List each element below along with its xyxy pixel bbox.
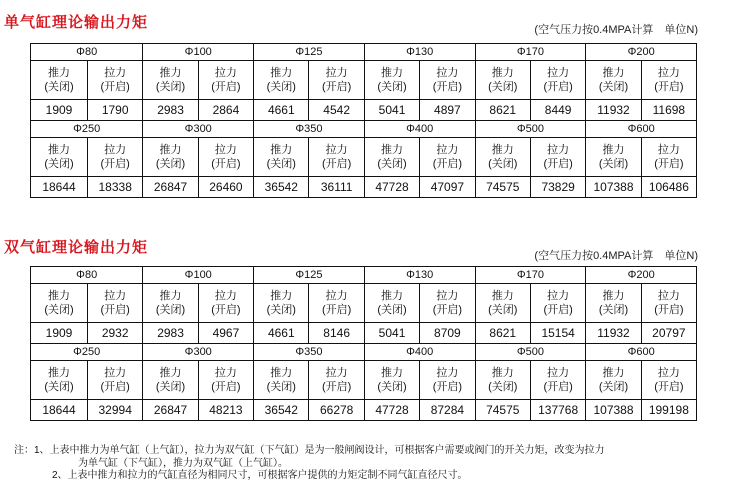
bore-size-cell: Φ200 xyxy=(586,267,697,284)
opening-label: (开启) xyxy=(654,304,684,316)
opening-label: (开启) xyxy=(211,304,241,316)
push-label-cell xyxy=(254,138,309,177)
push-label-cell xyxy=(254,61,309,100)
bore-size-cell: Φ130 xyxy=(364,44,475,61)
pull-value-cell: 106486 xyxy=(641,177,696,198)
section-note: (空气压力按0.4MPA计算 单位N) xyxy=(534,250,698,262)
closing-label: (关闭) xyxy=(44,158,74,170)
footnotes xyxy=(14,445,726,483)
bore-size-cell: Φ350 xyxy=(254,344,365,361)
pull-label: 拉力 xyxy=(214,290,237,302)
opening-label: (开启) xyxy=(432,158,463,170)
pull-value-cell: 47097 xyxy=(420,177,475,198)
push-label-cell xyxy=(254,361,309,400)
push-label-cell xyxy=(586,284,641,323)
push-label-cell xyxy=(475,284,530,323)
pull-value-cell: 4967 xyxy=(198,323,253,344)
pull-label-cell xyxy=(198,138,253,177)
pull-label: 拉力 xyxy=(325,290,348,302)
push-value-cell: 1909 xyxy=(31,323,88,344)
closing-label: (关闭) xyxy=(155,158,186,170)
push-label: 推力 xyxy=(602,367,625,379)
pull-value-cell: 87284 xyxy=(420,400,475,421)
pull-label: 拉力 xyxy=(214,367,237,379)
push-value-cell: 11932 xyxy=(586,323,641,344)
closing-label: (关闭) xyxy=(377,158,407,170)
push-value-cell: 26847 xyxy=(143,400,198,421)
pull-label-cell xyxy=(530,61,585,100)
push-label: 推力 xyxy=(159,67,182,79)
closing-label: (关闭) xyxy=(44,381,74,393)
opening-label: (开启) xyxy=(654,158,684,170)
closing-label: (关闭) xyxy=(266,81,296,93)
push-label: 推力 xyxy=(159,144,182,156)
pull-value-cell: 8449 xyxy=(530,100,585,121)
pull-label: 拉力 xyxy=(214,67,237,79)
pull-value-cell: 4897 xyxy=(420,100,475,121)
pull-label-cell xyxy=(309,361,364,400)
opening-label: (开启) xyxy=(211,158,241,170)
closing-label: (关闭) xyxy=(266,381,296,393)
pull-value-cell: 36111 xyxy=(309,177,364,198)
push-label-cell xyxy=(364,61,419,100)
pull-label: 拉力 xyxy=(657,67,680,79)
pull-value-cell: 73829 xyxy=(530,177,585,198)
push-label: 推力 xyxy=(381,144,404,156)
closing-label: (关闭) xyxy=(377,304,407,316)
closing-label: (关闭) xyxy=(44,81,74,93)
pull-label-cell xyxy=(88,138,143,177)
opening-label: (开启) xyxy=(321,158,352,170)
bore-size-cell: Φ130 xyxy=(364,267,475,284)
note-line: 2、上表中推力和拉力的气缸直径为相同尺寸，可根据客户提供的力矩定制不同气缸直径尺寸。 xyxy=(52,470,468,481)
closing-label: (关闭) xyxy=(155,381,186,393)
pull-value-cell: 8146 xyxy=(309,323,364,344)
bore-size-cell: Φ200 xyxy=(586,44,697,61)
opening-label: (开启) xyxy=(432,304,463,316)
pull-label: 拉力 xyxy=(104,67,127,79)
pull-label: 拉力 xyxy=(657,290,680,302)
pull-value-cell: 26460 xyxy=(198,177,253,198)
opening-label: (开启) xyxy=(321,381,352,393)
push-value-cell: 26847 xyxy=(143,177,198,198)
push-label-cell xyxy=(143,361,198,400)
section-title: 双气缸理论输出力矩 xyxy=(4,239,149,256)
push-value-cell: 107388 xyxy=(586,400,641,421)
push-value-cell: 36542 xyxy=(254,177,309,198)
pull-label: 拉力 xyxy=(657,367,680,379)
pull-value-cell: 137768 xyxy=(530,400,585,421)
pull-value-cell: 11698 xyxy=(641,100,696,121)
pull-label: 拉力 xyxy=(104,144,127,156)
bore-size-cell: Φ500 xyxy=(475,344,586,361)
pull-label: 拉力 xyxy=(104,367,127,379)
push-label-cell xyxy=(475,61,530,100)
opening-label: (开启) xyxy=(100,158,130,170)
opening-label: (开启) xyxy=(543,381,573,393)
pull-label-cell xyxy=(309,61,364,100)
pull-label-cell xyxy=(88,61,143,100)
push-value-cell: 5041 xyxy=(364,100,419,121)
push-label: 推力 xyxy=(381,290,404,302)
push-value-cell: 107388 xyxy=(586,177,641,198)
pull-label-cell xyxy=(420,361,475,400)
pull-label-cell xyxy=(88,284,143,323)
pull-label: 拉力 xyxy=(547,367,570,379)
pull-label-cell xyxy=(641,61,696,100)
push-label: 推力 xyxy=(270,290,293,302)
push-label: 推力 xyxy=(491,144,514,156)
bore-size-cell: Φ80 xyxy=(31,267,143,284)
push-value-cell: 4661 xyxy=(254,323,309,344)
closing-label: (关闭) xyxy=(377,81,407,93)
opening-label: (开启) xyxy=(321,304,352,316)
push-value-cell: 74575 xyxy=(475,400,530,421)
push-label: 推力 xyxy=(491,67,514,79)
bore-size-cell: Φ250 xyxy=(31,121,143,138)
note-line: 注：1、上表中推力为单气缸（上气缸），拉力为双气缸（下气缸）是为一般闸阀设计，可根据客户需要或阀门的开关力矩，改变为拉力 xyxy=(14,445,605,456)
push-label-cell xyxy=(143,284,198,323)
push-label-cell xyxy=(143,138,198,177)
push-label: 推力 xyxy=(381,367,404,379)
bore-size-cell: Φ600 xyxy=(586,344,697,361)
opening-label: (开启) xyxy=(432,381,463,393)
push-label-cell xyxy=(586,361,641,400)
push-label: 推力 xyxy=(270,67,293,79)
pull-label-cell xyxy=(309,138,364,177)
closing-label: (关闭) xyxy=(488,81,518,93)
push-label: 推力 xyxy=(159,290,182,302)
push-value-cell: 18644 xyxy=(31,177,88,198)
pull-value-cell: 8709 xyxy=(420,323,475,344)
push-value-cell: 2983 xyxy=(143,323,198,344)
push-label: 推力 xyxy=(602,290,625,302)
pull-label-cell xyxy=(530,284,585,323)
closing-label: (关闭) xyxy=(155,304,186,316)
pull-label: 拉力 xyxy=(325,367,348,379)
pull-label: 拉力 xyxy=(325,144,348,156)
push-label-cell xyxy=(143,61,198,100)
pull-value-cell: 1790 xyxy=(88,100,143,121)
push-label-cell xyxy=(586,61,641,100)
push-label-cell xyxy=(254,284,309,323)
opening-label: (开启) xyxy=(543,81,573,93)
opening-label: (开启) xyxy=(543,304,573,316)
note-line: 为单气缸（下气缸），推力为双气缸（上气缸）。 xyxy=(78,457,288,469)
closing-label: (关闭) xyxy=(44,304,74,316)
push-label: 推力 xyxy=(48,367,70,379)
pull-label-cell xyxy=(198,284,253,323)
push-label: 推力 xyxy=(491,290,514,302)
opening-label: (开启) xyxy=(543,158,573,170)
push-label-cell xyxy=(475,361,530,400)
pull-value-cell: 15154 xyxy=(530,323,585,344)
bore-size-cell: Φ100 xyxy=(143,267,254,284)
bore-size-cell: Φ125 xyxy=(254,267,365,284)
closing-label: (关闭) xyxy=(488,381,518,393)
force-table xyxy=(30,266,697,421)
pull-label-cell xyxy=(420,61,475,100)
closing-label: (关闭) xyxy=(488,158,518,170)
bore-size-cell: Φ350 xyxy=(254,121,365,138)
closing-label: (关闭) xyxy=(598,81,629,93)
push-value-cell: 5041 xyxy=(364,323,419,344)
closing-label: (关闭) xyxy=(598,381,629,393)
pull-label-cell xyxy=(420,138,475,177)
opening-label: (开启) xyxy=(654,381,684,393)
opening-label: (开启) xyxy=(432,81,463,93)
pull-value-cell: 4542 xyxy=(309,100,364,121)
opening-label: (开启) xyxy=(100,81,130,93)
push-value-cell: 8621 xyxy=(475,323,530,344)
pull-label: 拉力 xyxy=(657,144,680,156)
bore-size-cell: Φ300 xyxy=(143,344,254,361)
push-label: 推力 xyxy=(48,144,70,156)
closing-label: (关闭) xyxy=(266,304,296,316)
pull-value-cell: 18338 xyxy=(88,177,143,198)
pull-label: 拉力 xyxy=(436,290,459,302)
pull-label-cell xyxy=(530,361,585,400)
pull-label-cell xyxy=(88,361,143,400)
push-value-cell: 36542 xyxy=(254,400,309,421)
push-label: 推力 xyxy=(270,144,293,156)
pull-label-cell xyxy=(309,284,364,323)
closing-label: (关闭) xyxy=(377,381,407,393)
pull-label: 拉力 xyxy=(436,367,459,379)
pull-value-cell: 66278 xyxy=(309,400,364,421)
opening-label: (开启) xyxy=(654,81,684,93)
force-table xyxy=(30,43,697,198)
push-label-cell xyxy=(31,361,88,400)
opening-label: (开启) xyxy=(100,304,130,316)
bore-size-cell: Φ400 xyxy=(364,344,475,361)
closing-label: (关闭) xyxy=(488,304,518,316)
bore-size-cell: Φ170 xyxy=(475,267,586,284)
bore-size-cell: Φ170 xyxy=(475,44,586,61)
push-label-cell xyxy=(31,138,88,177)
push-value-cell: 2983 xyxy=(143,100,198,121)
pull-label: 拉力 xyxy=(104,290,127,302)
pull-label-cell xyxy=(530,138,585,177)
pull-value-cell: 2932 xyxy=(88,323,143,344)
opening-label: (开启) xyxy=(211,81,241,93)
push-label: 推力 xyxy=(381,67,404,79)
pull-value-cell: 199198 xyxy=(641,400,696,421)
push-label: 推力 xyxy=(48,67,70,79)
pull-label: 拉力 xyxy=(436,67,459,79)
pull-value-cell: 20797 xyxy=(641,323,696,344)
pull-value-cell: 48213 xyxy=(198,400,253,421)
push-value-cell: 1909 xyxy=(31,100,88,121)
push-label: 推力 xyxy=(48,290,70,302)
pull-label-cell xyxy=(641,284,696,323)
bore-size-cell: Φ80 xyxy=(31,44,143,61)
push-value-cell: 47728 xyxy=(364,400,419,421)
push-label-cell xyxy=(31,61,88,100)
pull-label-cell xyxy=(641,138,696,177)
pull-value-cell: 2864 xyxy=(198,100,253,121)
section-title: 单气缸理论输出力矩 xyxy=(4,14,149,31)
push-value-cell: 18644 xyxy=(31,400,88,421)
pull-label: 拉力 xyxy=(436,144,459,156)
bore-size-cell: Φ500 xyxy=(475,121,586,138)
pull-label-cell xyxy=(198,61,253,100)
closing-label: (关闭) xyxy=(598,304,629,316)
push-label-cell xyxy=(364,138,419,177)
bore-size-cell: Φ400 xyxy=(364,121,475,138)
push-value-cell: 8621 xyxy=(475,100,530,121)
bore-size-cell: Φ300 xyxy=(143,121,254,138)
pull-label: 拉力 xyxy=(325,67,348,79)
closing-label: (关闭) xyxy=(598,158,629,170)
pull-label-cell xyxy=(198,361,253,400)
push-label-cell xyxy=(475,138,530,177)
pull-label: 拉力 xyxy=(547,144,570,156)
push-label: 推力 xyxy=(491,367,514,379)
opening-label: (开启) xyxy=(100,381,130,393)
push-value-cell: 74575 xyxy=(475,177,530,198)
closing-label: (关闭) xyxy=(266,158,296,170)
pull-label: 拉力 xyxy=(214,144,237,156)
push-value-cell: 47728 xyxy=(364,177,419,198)
push-label: 推力 xyxy=(602,67,625,79)
opening-label: (开启) xyxy=(321,81,352,93)
bore-size-cell: Φ125 xyxy=(254,44,365,61)
pull-label: 拉力 xyxy=(547,290,570,302)
push-label: 推力 xyxy=(159,367,182,379)
push-label-cell xyxy=(586,138,641,177)
bore-size-cell: Φ250 xyxy=(31,344,143,361)
bore-size-cell: Φ100 xyxy=(143,44,254,61)
pull-label-cell xyxy=(641,361,696,400)
push-label-cell xyxy=(364,284,419,323)
closing-label: (关闭) xyxy=(155,81,186,93)
push-label: 推力 xyxy=(602,144,625,156)
pull-label: 拉力 xyxy=(547,67,570,79)
pull-value-cell: 32994 xyxy=(88,400,143,421)
opening-label: (开启) xyxy=(211,381,241,393)
bore-size-cell: Φ600 xyxy=(586,121,697,138)
push-label-cell xyxy=(364,361,419,400)
pull-label-cell xyxy=(420,284,475,323)
push-value-cell: 4661 xyxy=(254,100,309,121)
push-label-cell xyxy=(31,284,88,323)
push-label: 推力 xyxy=(270,367,293,379)
section-note: (空气压力按0.4MPA计算 单位N) xyxy=(534,24,698,36)
push-value-cell: 11932 xyxy=(586,100,641,121)
